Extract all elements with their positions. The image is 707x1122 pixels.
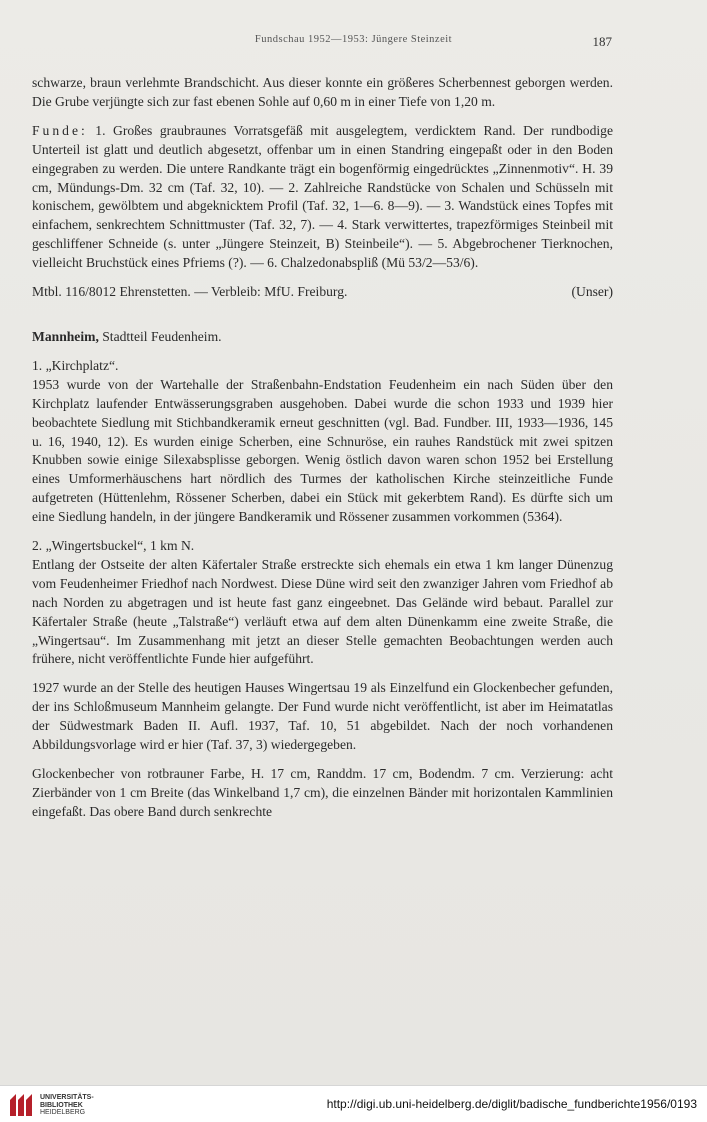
subheading: 1. „Kirchplatz“. xyxy=(32,357,119,373)
running-head: Fundschau 1952—1953: Jüngere Steinzeit xyxy=(254,34,453,45)
paragraph: schwarze, braun verlehmte Brandschicht. Aus dieser konnte ein größeres Scherbennest geborgen werden. Die Grube verjüngte sich zur fast ebenen Sohle auf 0,60 m in einer Tiefe von 1,20 m. xyxy=(32,75,613,109)
subheading: 2. „Wingertsbuckel“, 1 km N. xyxy=(32,538,195,554)
body-text xyxy=(32,74,613,832)
permalink-url[interactable]: http://digi.ub.uni-heidelberg.de/diglit/badische_fundberichte1956/0193 xyxy=(326,1097,697,1111)
heading-district: Stadtteil Feudenheim. xyxy=(98,328,222,344)
paragraph: 1927 wurde an der Stelle des heutigen Hauses Wingertsau 19 als Einzelfund ein Glockenbecher gefunden, der ins Schloßmuseum Mannheim gelangte. Der Fund wurde nicht veröffentlicht, ist aber im Heimatatlas der Südwestmark Baden II. Aufl. 1937, Taf. 10, 51 abgebildet. Nach der noch vorhandenen Abbildungsvorlage wird er hier (Taf. 37, 3) wiedergegeben. xyxy=(32,680,613,753)
heading-place: Mannheim, xyxy=(32,328,99,344)
library-logo-icon xyxy=(8,1092,34,1118)
viewer-footer xyxy=(0,1085,707,1122)
finds-label: Funde: xyxy=(32,122,88,138)
paragraph xyxy=(32,122,613,273)
paragraph: Glockenbecher von rotbrauner Farbe, H. 17 cm, Randdm. 17 cm, Bodendm. 7 cm. Verzierung: acht Zierbänder von 1 cm Breite (das Winkelband 1,7 cm), die einzelnen Bänder mit horizontalen Kammlinien eingefaßt. Das obere Band durch senkrechte xyxy=(32,766,613,819)
map-reference: Mtbl. 116/8012 Ehrenstetten. — Verbleib: MfU. Freiburg. xyxy=(32,284,348,300)
reference-line xyxy=(32,283,613,302)
page-number: 187 xyxy=(592,34,612,49)
paragraph: 1953 wurde von der Wartehalle der Straßenbahn-Endstation Feudenheim ein nach Süden über den Kirchplatz laufender Entwässerungsgraben ausgehoben. Dabei wurde die schon 1933 und 1939 hier beobachtete Siedlung mit Stichbandkeramik erneut geschnitten (vgl. Bad. Fundber. III, 1933—1936, 145 u. 16, 1940, 12). Es wurden einige Scherben, eine Schnuröse, ein rauhes Randstück mit zwei spitzen Knubben sowie einige Silexabsplisse geborgen. Wenig östlich davon waren schon 1952 bei Erstellung eines Umformerhäuschens hart nördlich des Turmes der katholischen Kirche steinzeitliche Funde aufgetreten (Hüttenlehm, Rössener Scherben, dabei ein Stück mit gekerbtem Rand). Es dürfte sich um eine Siedlung handeln, in der jüngere Bandkeramik und Rössener zusammen vorkommen (5364). xyxy=(32,376,613,525)
paragraph: Entlang der Ostseite der alten Käfertaler Straße erstreckte sich ehemals ein etwa 1 km langer Dünenzug vom Feudenheimer Friedhof nach Nordwest. Diese Düne wird seit den zwanziger Jahren vom Friedhof ab nach Norden zu abgetragen und ist heute fast ganz eingeebnet. Das Gelände wird bebaut. Parallel zur Käfertaler Straße (heute „Talstraße“) verläuft etwa auf dem alten Dünenkamm eine zweite Straße, die „Wingertsau“. Im Zusammenhang mit jetzt an dieser Stelle gemachten Beobachtungen werden auch frühere, nicht veröffentlichte Funde hier aufgeführt. xyxy=(32,556,613,667)
library-name: UNIVERSITÄTS- BIBLIOTHEK HEIDELBERG xyxy=(40,1094,94,1116)
section-heading xyxy=(32,328,613,347)
author-credit: (Unser) xyxy=(571,284,613,300)
finds-text: 1. Großes graubraunes Vorratsgefäß mit ausgelegtem, verdicktem Rand. Der rundbodige Unterteil ist glatt und deutlich abgesetzt, offenbar um in einen Standring eingepaßt oder in den Boden eingegraben zu werden. Die untere Randkante trägt ein bogenförmig eingedrücktes „Zinnenmotiv“. H. 39 cm, Mündungs-Dm. 32 cm (Taf. 32, 10). — 2. Zahlreiche Randstücke von Schalen und Schüsseln mit konischem, gewölbtem und abgeknicktem Profil (Taf. 32, 1—6. 8—9). — 3. Wandstück eines Topfes mit einfachem, senkrechtem Schnittmuster (Taf. 32, 7). — 4. Stark verwittertes, trapezförmiges Steinbeil mit geschliffener Schneide (s. unter „Jüngere Steinzeit, B) Steinbeile“). — 5. Abgebrochener Tierknochen, vielleicht Bruchstück eines Pfriems (?). — 6. Chalzedonabspliß (Mü 53/2—53/6). xyxy=(32,122,613,271)
